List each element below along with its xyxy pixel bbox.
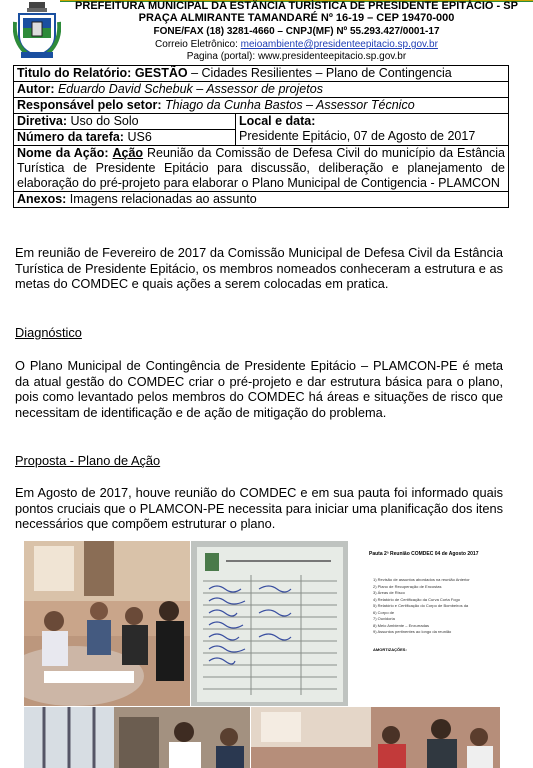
attendance-sheet-photo	[191, 541, 348, 706]
report-directive-cell: Diretiva: Uso do Solo	[14, 114, 236, 130]
meeting-photo-1	[24, 541, 190, 706]
agenda-item: 6) Corpo de	[373, 609, 395, 615]
letterhead-institution: PREFEITURA MUNICIPAL DA ESTÂNCIA TURÍSTICA DE PRESIDENTE EPITÁCIO - SP	[75, 0, 518, 12]
report-attachments-cell: Anexos: Imagens relacionadas ao assunto	[14, 192, 509, 208]
letterhead-address: PRAÇA ALMIRANTE TAMANDARÉ Nº 16-19 – CEP 19470-000	[138, 12, 455, 24]
portal-link[interactable]: www.presidenteepitacio.sp.gov.br	[257, 51, 407, 62]
agenda-title: Pauta 2ª Reunião COMDEC 04 de Agosto 2017	[369, 551, 479, 557]
proposal-paragraph: Em Agosto de 2017, houve reunião do COMDEC e em sua pauta foi informado quais pontos cruciais que o PLAMCON-PE necessita para iniciar uma planificação dos itens necessários que compõem estruturar o plano.	[15, 485, 503, 531]
letterhead-email-line: Correio Eletrônico: meioambiente@presidenteepitacio.sp.gov.br	[155, 39, 438, 50]
agenda-footer: AMORTIZAÇÕES:	[373, 647, 407, 652]
agenda-document-photo	[349, 541, 511, 706]
agenda-item: 7) Ouvidoria	[373, 616, 395, 621]
agenda-item: 3) Áreas de Risco	[373, 590, 405, 595]
agenda-item: 5) Relatório e Certificação do Corpo de Bombeiros da	[373, 603, 469, 608]
diagnosis-paragraph: O Plano Municipal de Contingência de Presidente Epitácio – PLAMCON-PE é meta da atual gestão do COMDEC criar o pré-projeto e dar estrutura básica para o plano, pois como levantado pelos membros do COMDEC há áreas e situações de risco que necessitam de identificação e de ação de mitigação do problema.	[15, 358, 503, 420]
diagnosis-heading: Diagnóstico	[15, 325, 82, 340]
email-link[interactable]: meioambiente@presidenteepitacio.sp.gov.br	[240, 39, 438, 50]
report-title-cell: Titulo do Relatório: GESTÃO – Cidades Resilientes – Plano de Contingencia	[14, 66, 509, 82]
letterhead-portal-line: Pagina (portal): www.presidenteepitacio.sp.gov.br	[186, 51, 407, 62]
agenda-item: 1) Revisão de assuntos abordados na reunião Anterior	[373, 577, 470, 582]
agenda-item-list	[373, 577, 470, 636]
letterhead-phone: FONE/FAX (18) 3281-4660 – CNPJ(MF) Nº 55.293.427/0001-17	[153, 26, 440, 37]
meeting-photo-3	[251, 707, 500, 768]
agenda-item: 9) Assuntos pertinentes ao longo da reunião	[373, 629, 452, 634]
meeting-photo-2	[24, 707, 250, 768]
report-author-cell: Autor: Eduardo David Schebuk – Assessor de projetos	[14, 82, 509, 98]
report-responsible-cell: Responsável pelo setor: Thiago da Cunha Bastos – Assessor Técnico	[14, 98, 509, 114]
agenda-item: 4) Relatório de Certificação da Curva Corta Fogo	[373, 596, 460, 602]
agenda-item: 2) Plano de Recuperação de Encostas	[373, 583, 442, 589]
letterhead	[60, 0, 533, 63]
proposal-heading: Proposta - Plano de Ação	[15, 453, 161, 468]
report-action-cell: Nome da Ação: Ação Reunião da Comissão de Defesa Civil do município da Estância Turística de Presidente Epitácio para discussão, deliberação e planejamento de elaboração do pré-projeto para elaborar o Plano Municipal de Contigencia - PLAMCON	[14, 146, 509, 192]
intro-paragraph: Em reunião de Fevereiro de 2017 da Comissão Municipal de Defesa Civil da Estância Turística de Presidente Epitácio, os membros nomeados conheceram a estrutura e as metas do COMDEC e quais ações a serem colocadas em pratica.	[15, 245, 503, 291]
report-place-date-cell: Local e data: Presidente Epitácio, 07 de Agosto de 2017	[236, 114, 509, 146]
municipal-coat-of-arms	[13, 2, 61, 60]
agenda-item: 8) Meio Ambiente – Enxurradas	[373, 622, 430, 628]
report-task-cell: Número da tarefa: US6	[14, 130, 236, 146]
report-info-table	[13, 65, 509, 208]
